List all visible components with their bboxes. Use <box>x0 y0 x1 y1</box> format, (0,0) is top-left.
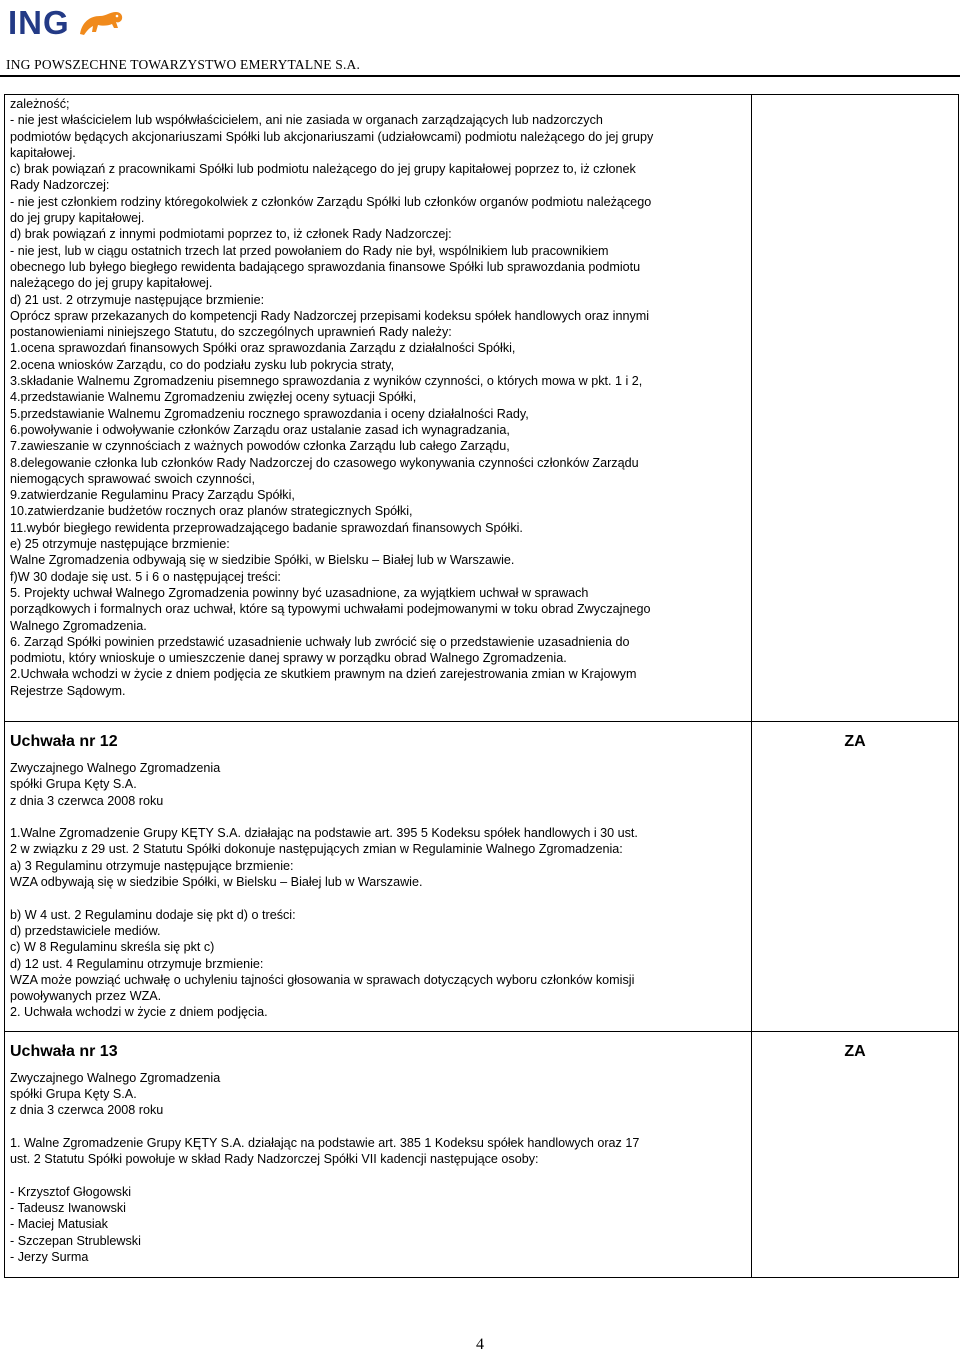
resolution-header-line: spółki Grupa Kęty S.A. <box>10 1087 137 1102</box>
text-line: 4.przedstawianie Walnemu Zgromadzeniu zwięzłej oceny sytuacji Spółki, <box>10 390 417 405</box>
text-line: 10.zatwierdzanie budżetów rocznych oraz planów strategicznych Spółki, <box>10 504 413 519</box>
text-line: obecnego lub byłego biegłego rewidenta badającego sprawozdania finansowe Spółki lub sprawozdania podmiotu <box>10 259 641 274</box>
text-line: 2 w związku z 29 ust. 2 Statutu Spółki dokonuje następujących zmian w Regulaminie Walnego Zgromadzenia: <box>10 842 623 857</box>
resolution-header-line: Zwyczajnego Walnego Zgromadzenia <box>10 1070 221 1085</box>
text-line: 6. Zarząd Spółki powinien przedstawić uzasadnienie uchwały lub zwrócić się o przedstawienie uzasadnienia do <box>10 634 630 649</box>
text-line: 2. Uchwała wchodzi w życie z dniem podjęcia. <box>10 1005 268 1020</box>
member-name: - Tadeusz Iwanowski <box>10 1201 126 1216</box>
text-line: powoływanych przez WZA. <box>10 989 162 1004</box>
text-line: 1.Walne Zgromadzenie Grupy KĘTY S.A. działając na podstawie art. 395 5 Kodeksu spółek handlowych i 30 ust. <box>10 826 638 841</box>
logo-text: ING <box>8 4 70 41</box>
text-line: niemogących sprawować swoich czynności, <box>10 471 255 486</box>
text-line: do jej grupy kapitałowej. <box>10 211 145 226</box>
text-line: WZA może powziąć uchwałę o uchyleniu tajności głosowania w sprawach dotyczących wyboru członków komisji <box>10 972 635 987</box>
text-line: 2.Uchwała wchodzi w życie z dniem podjęcia ze skutkiem prawnym na dzień zarejestrowania zmian w Krajowym <box>10 667 637 682</box>
text-line: 6.powoływanie i odwoływanie członków Zarządu oraz ustalanie zasad ich wynagradzania, <box>10 422 510 437</box>
text-line: zależność; <box>10 97 70 111</box>
text-line: WZA odbywają się w siedzibie Spółki, w Bielsku – Białej lub w Warszawie. <box>10 875 423 890</box>
document-table <box>4 94 959 1278</box>
resolution-13 <box>5 1032 751 1278</box>
resolution-title: Uchwała nr 13 <box>10 1042 118 1060</box>
text-line: 8.delegowanie członka lub członków Rady Nadzorczej do czasowego wykonywania czynności członków Zarządu <box>10 455 639 470</box>
page-number: 4 <box>476 1336 484 1353</box>
header-divider <box>0 75 960 77</box>
text-line: postanowieniami niniejszego Statutu, do szczególnych uprawnień Rady należy: <box>10 325 452 340</box>
text-line: 3.składanie Walnemu Zgromadzeniu pisemnego sprawozdania z wyników czynności, o których mowa w pkt. 1 i 2, <box>10 374 643 389</box>
resolution-text <box>5 95 751 721</box>
text-line: - nie jest członkiem rodziny któregokolwiek z członków Zarządu Spółki lub członków organów podmiotu należącego <box>10 194 652 209</box>
text-line: e) 25 otrzymuje następujące brzmienie: <box>10 537 230 552</box>
vote-cell <box>752 721 959 1031</box>
member-name: - Krzysztof Głogowski <box>10 1184 132 1199</box>
text-line: porządkowych i formalnych oraz uchwał, które są typowymi uchwałami podejmowanymi w toku obrad Zwyczajnego <box>10 602 651 617</box>
text-line: Rejestrze Sądowym. <box>10 683 126 698</box>
company-name: ING POWSZECHNE TOWARZYSTWO EMERYTALNE S.A. <box>6 57 361 72</box>
text-line: c) W 8 Regulaminu skreśla się pkt c) <box>10 940 215 955</box>
ing-logo <box>8 6 126 40</box>
vote-cell <box>752 1031 959 1278</box>
text-line: Rady Nadzorczej: <box>10 178 110 193</box>
text-line: Oprócz spraw przekazanych do kompetencji Rady Nadzorczej przepisami kodeksu spółek handlowych oraz innymi <box>10 308 650 323</box>
text-line: a) 3 Regulaminu otrzymuje następujące brzmienie: <box>10 858 294 873</box>
table-row <box>5 1031 959 1278</box>
resolution-12 <box>5 722 751 1031</box>
table-row <box>5 95 959 722</box>
text-cell <box>5 95 752 722</box>
text-line: d) przedstawiciele mediów. <box>10 923 161 938</box>
text-line: - nie jest, lub w ciągu ostatnich trzech lat przed powołaniem do Rady nie był, wspólnikiem lub pracownikiem <box>10 243 609 258</box>
resolution-title: Uchwała nr 12 <box>10 732 118 750</box>
text-line: d) brak powiązań z innymi podmiotami poprzez to, iż członek Rady Nadzorczej: <box>10 227 452 242</box>
resolution-header-line: spółki Grupa Kęty S.A. <box>10 777 137 792</box>
member-name: - Szczepan Strublewski <box>10 1233 141 1248</box>
member-name: - Jerzy Surma <box>10 1250 89 1264</box>
lion-icon <box>76 8 126 38</box>
vote-value: ZA <box>844 1042 866 1060</box>
text-line: 11.wybór biegłego rewidenta przeprowadzającego badanie sprawozdań finansowych Spółki. <box>10 520 523 535</box>
vote-value: ZA <box>844 732 866 750</box>
text-line: 5. Projekty uchwał Walnego Zgromadzenia powinny być uzasadnione, za wyjątkiem uchwał w sprawach <box>10 585 589 600</box>
text-line: f)W 30 dodaje się ust. 5 i 6 o następującej treści: <box>10 569 281 584</box>
member-name: - Maciej Matusiak <box>10 1217 108 1232</box>
resolution-header-line: Zwyczajnego Walnego Zgromadzenia <box>10 760 221 775</box>
vote-cell <box>752 95 959 722</box>
text-cell <box>5 1031 752 1278</box>
page-header <box>0 0 960 80</box>
text-cell <box>5 721 752 1031</box>
text-line: 7.zawieszanie w czynnościach z ważnych powodów członka Zarządu lub całego Zarządu, <box>10 439 510 454</box>
text-line: - nie jest właścicielem lub współwłaścicielem, ani nie zasiada w organach zarządzających lub nadzorczych <box>10 113 603 128</box>
text-line: c) brak powiązań z pracownikami Spółki lub podmiotu należącego do jej grupy kapitałowej poprzez to, iż członek <box>10 162 636 177</box>
resolution-header-line: z dnia 3 czerwca 2008 roku <box>10 1103 164 1118</box>
text-line: ust. 2 Statutu Spółki powołuje w skład Rady Nadzorczej Spółki VII kadencji następujące osoby: <box>10 1152 539 1167</box>
resolution-header-line: z dnia 3 czerwca 2008 roku <box>10 793 164 808</box>
text-line: d) 21 ust. 2 otrzymuje następujące brzmienie: <box>10 292 265 307</box>
text-line: 9.zatwierdzanie Regulaminu Pracy Zarządu Spółki, <box>10 488 295 503</box>
text-line: Walne Zgromadzenia odbywają się w siedzibie Spółki, w Bielsku – Białej lub w Warszawie. <box>10 553 515 568</box>
text-line: 2.ocena wniosków Zarządu, co do podziału zysku lub pokrycia straty, <box>10 357 395 372</box>
text-line: podmiotów będących akcjonariuszami Spółki lub akcjonariuszami (udziałowcami) podmiotu należącego do jej grupy <box>10 129 654 144</box>
text-line: Walnego Zgromadzenia. <box>10 618 147 633</box>
table-row <box>5 721 959 1031</box>
text-line: d) 12 ust. 4 Regulaminu otrzymuje brzmienie: <box>10 956 264 971</box>
text-line: 5.przedstawianie Walnemu Zgromadzeniu rocznego sprawozdania i oceny działalności Rady, <box>10 406 529 421</box>
text-line: 1.ocena sprawozdań finansowych Spółki oraz sprawozdania Zarządu z działalności Spółki, <box>10 341 516 356</box>
text-line: podmiotu, który wnioskuje o umieszczenie danej sprawy w porządku obrad Walnego Zgromadzenia. <box>10 651 567 666</box>
text-line: kapitałowej. <box>10 145 76 160</box>
text-line: należącego do jej grupy kapitałowej. <box>10 276 213 291</box>
text-line: 1. Walne Zgromadzenie Grupy KĘTY S.A. działając na podstawie art. 385 1 Kodeksu spółek handlowych oraz 17 <box>10 1135 640 1150</box>
text-line: b) W 4 ust. 2 Regulaminu dodaje się pkt d) o treści: <box>10 907 296 922</box>
